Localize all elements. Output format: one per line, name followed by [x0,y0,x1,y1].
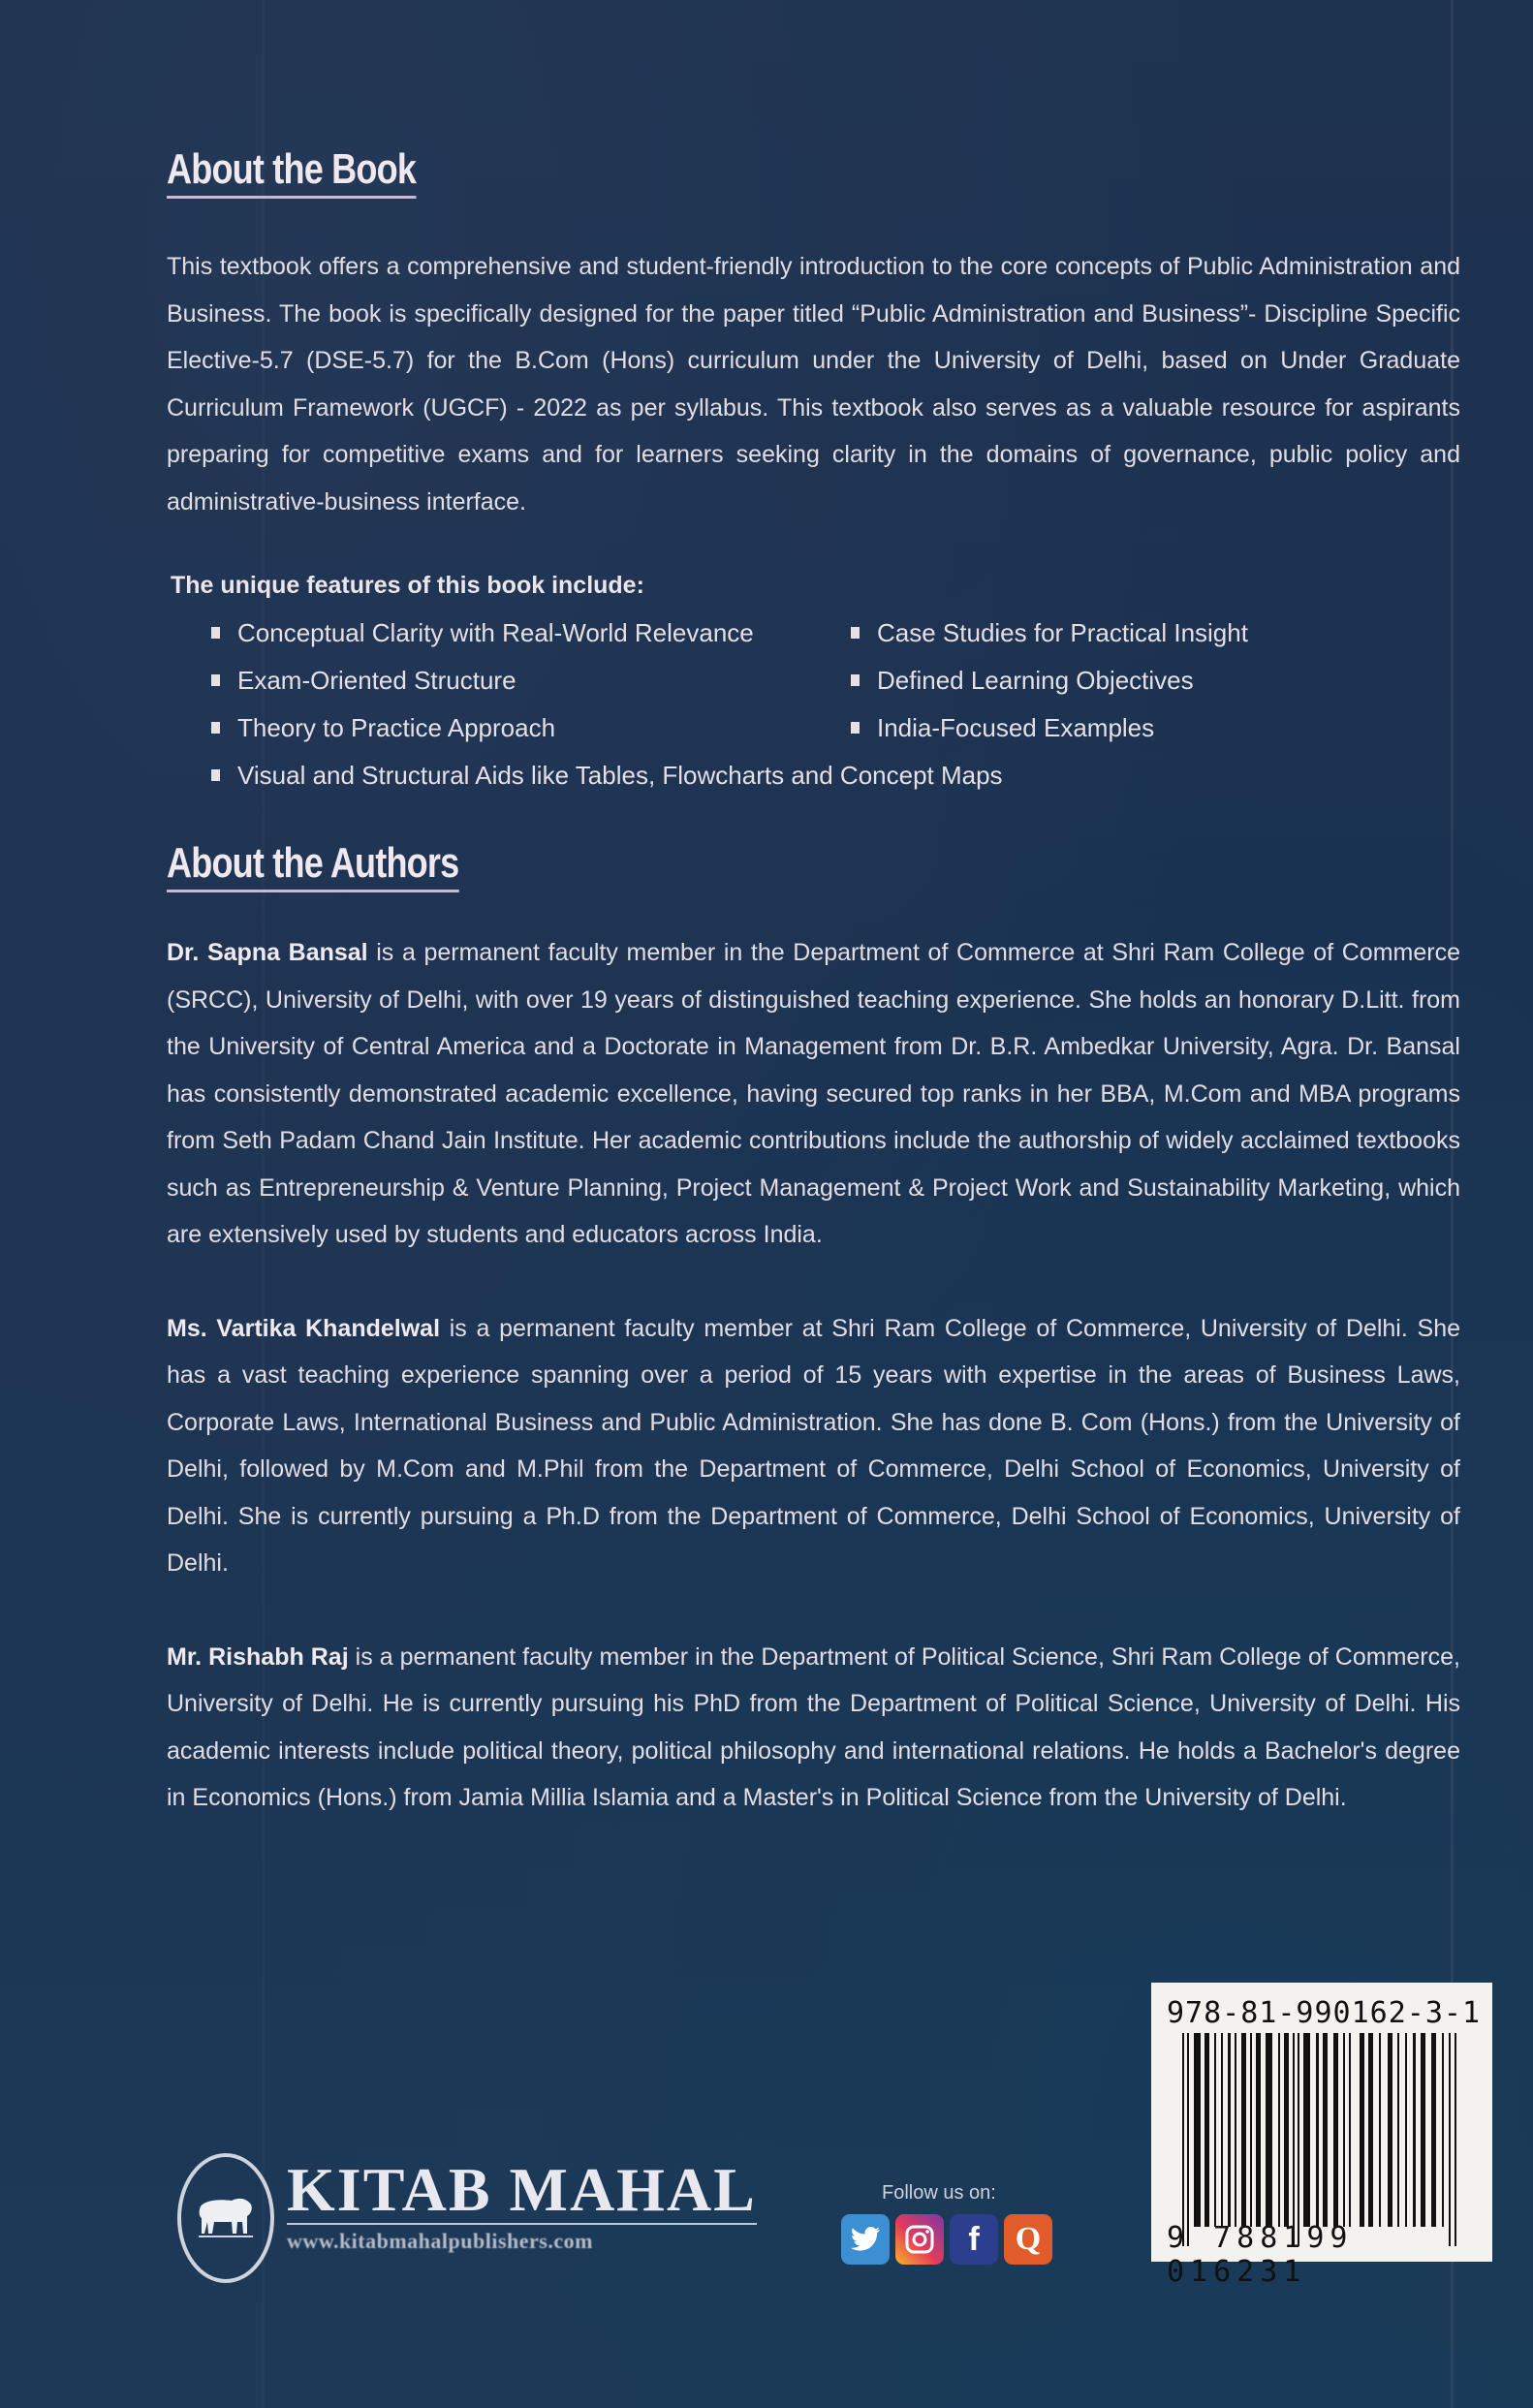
author-bio-text: is a permanent faculty member in the Department of Political Science, Shri Ram College of Commerce, University of Delhi. He is currently pursuing his PhD from the Department of Political Science, University of Delhi. His academic interests include political theory, political philosophy and international relations. He holds a Bachelor's degree in Economics (Hons.) from Jamia Millia Islamia and a Master's in Political Science from the University of Delhi. [167,1642,1460,1811]
author-name: Mr. Rishabh Raj [167,1642,349,1671]
publisher-logo [177,2153,274,2283]
square-bullet-icon [851,722,860,734]
square-bullet-icon [211,722,220,734]
feature-item [211,657,851,704]
barcode-bars-icon [1180,2033,1471,2246]
feature-item [851,610,1432,656]
about-book-paragraph: This textbook offers a comprehensive and student-friendly introduction to the core concepts of Public Administration and Business. The book is specifically designed for the paper titled “Public Administration and Business”- Discipline Specific Elective-5.7 (DSE-5.7) for the B.Com (Hons) curriculum under the University of Delhi, based on Under Graduate Curriculum Framework (UGCF) - 2022 as per syllabus. This textbook also serves as a valuable resource for aspirants preparing for competitive exams and for learners seeking clarity in the domains of governance, public policy and administrative-business interface. [167,253,1460,516]
facebook-icon[interactable] [950,2214,998,2265]
social-icons [841,2214,1052,2265]
square-bullet-icon [851,674,860,686]
feature-item [211,704,851,751]
instagram-icon[interactable] [895,2214,944,2265]
feature-label: India-Focused Examples [877,713,1155,742]
bull-icon [195,2193,257,2243]
author-bio-text: is a permanent faculty member in the Department of Commerce at Shri Ram College of Commerce (SRCC), University of Delhi, with over 19 years of distinguished teaching experience. She holds an honorary D.Litt. from the University of Central America and a Doctorate in Management from Dr. B.R. Ambedkar University, Agra. Dr. Bansal has consistently demonstrated academic excellence, having secured top ranks in her BBA, M.Com and MBA programs from Seth Padam Chand Jain Institute. Her academic contributions include the authorship of widely acclaimed textbooks such as Entrepreneurship & Venture Planning, Project Management & Project Work and Sustainability Marketing, which are extensively used by students and educators across India. [167,939,1460,1248]
feature-label: Theory to Practice Approach [237,713,556,742]
isbn-number: 978-81-990162-3-1 [1167,1996,1482,2030]
facebook-glyph: f [968,2220,980,2258]
isbn-barcode [1151,1983,1492,2289]
square-bullet-icon [211,769,220,781]
about-book-heading: About the Book [167,145,416,199]
feature-label: Case Studies for Practical Insight [877,618,1248,647]
publisher-name: KITAB MAHAL [287,2155,757,2224]
square-bullet-icon [211,674,220,686]
author-bio-text: is a permanent faculty member at Shri Ram College of Commerce, University of Delhi. She has a vast teaching experience spanning over a period of 15 years with expertise in the areas of Business Laws, Corporate Laws, International Business and Public Administration. She has done B. Com (Hons.) from the University of Delhi, followed by M.Com and M.Phil from the Department of Commerce, Delhi School of Economics, University of Delhi. She is currently pursuing a Ph.D from the Department of Commerce, Delhi School of Economics, University of Delhi. [167,1314,1461,1577]
publisher-brand [287,2155,757,2254]
author-name: Ms. Vartika Khandelwal [167,1314,441,1342]
author-bio [167,1305,1460,1587]
publisher-url[interactable]: www.kitabmahalpublishers.com [287,2229,593,2253]
features-list [211,610,1460,798]
feature-label: Visual and Structural Aids like Tables, Flowcharts and Concept Maps [237,761,1003,790]
about-authors-section [167,839,1460,1822]
square-bullet-icon [851,627,860,639]
feature-item [211,752,1432,798]
about-book-section [167,145,1460,798]
feature-label: Conceptual Clarity with Real-World Relevance [237,618,754,647]
feature-label: Defined Learning Objectives [877,666,1194,695]
feature-item [851,657,1432,704]
quora-glyph: Q [1015,2221,1042,2257]
quora-icon[interactable] [1004,2214,1052,2265]
about-authors-heading: About the Authors [167,839,458,892]
twitter-icon[interactable] [841,2214,890,2265]
feature-item [851,704,1432,751]
feature-label: Exam-Oriented Structure [237,666,516,695]
ean-number: 9 788199 016231 [1167,2221,1354,2289]
social-follow [841,2182,1052,2265]
author-bio [167,1634,1460,1822]
features-heading: The unique features of this book include: [171,572,644,599]
square-bullet-icon [211,627,220,639]
author-name: Dr. Sapna Bansal [167,939,368,966]
back-cover-content [167,145,1460,1868]
feature-item [211,610,851,656]
author-bio [167,929,1460,1259]
follow-label: Follow us on: [882,2182,996,2204]
